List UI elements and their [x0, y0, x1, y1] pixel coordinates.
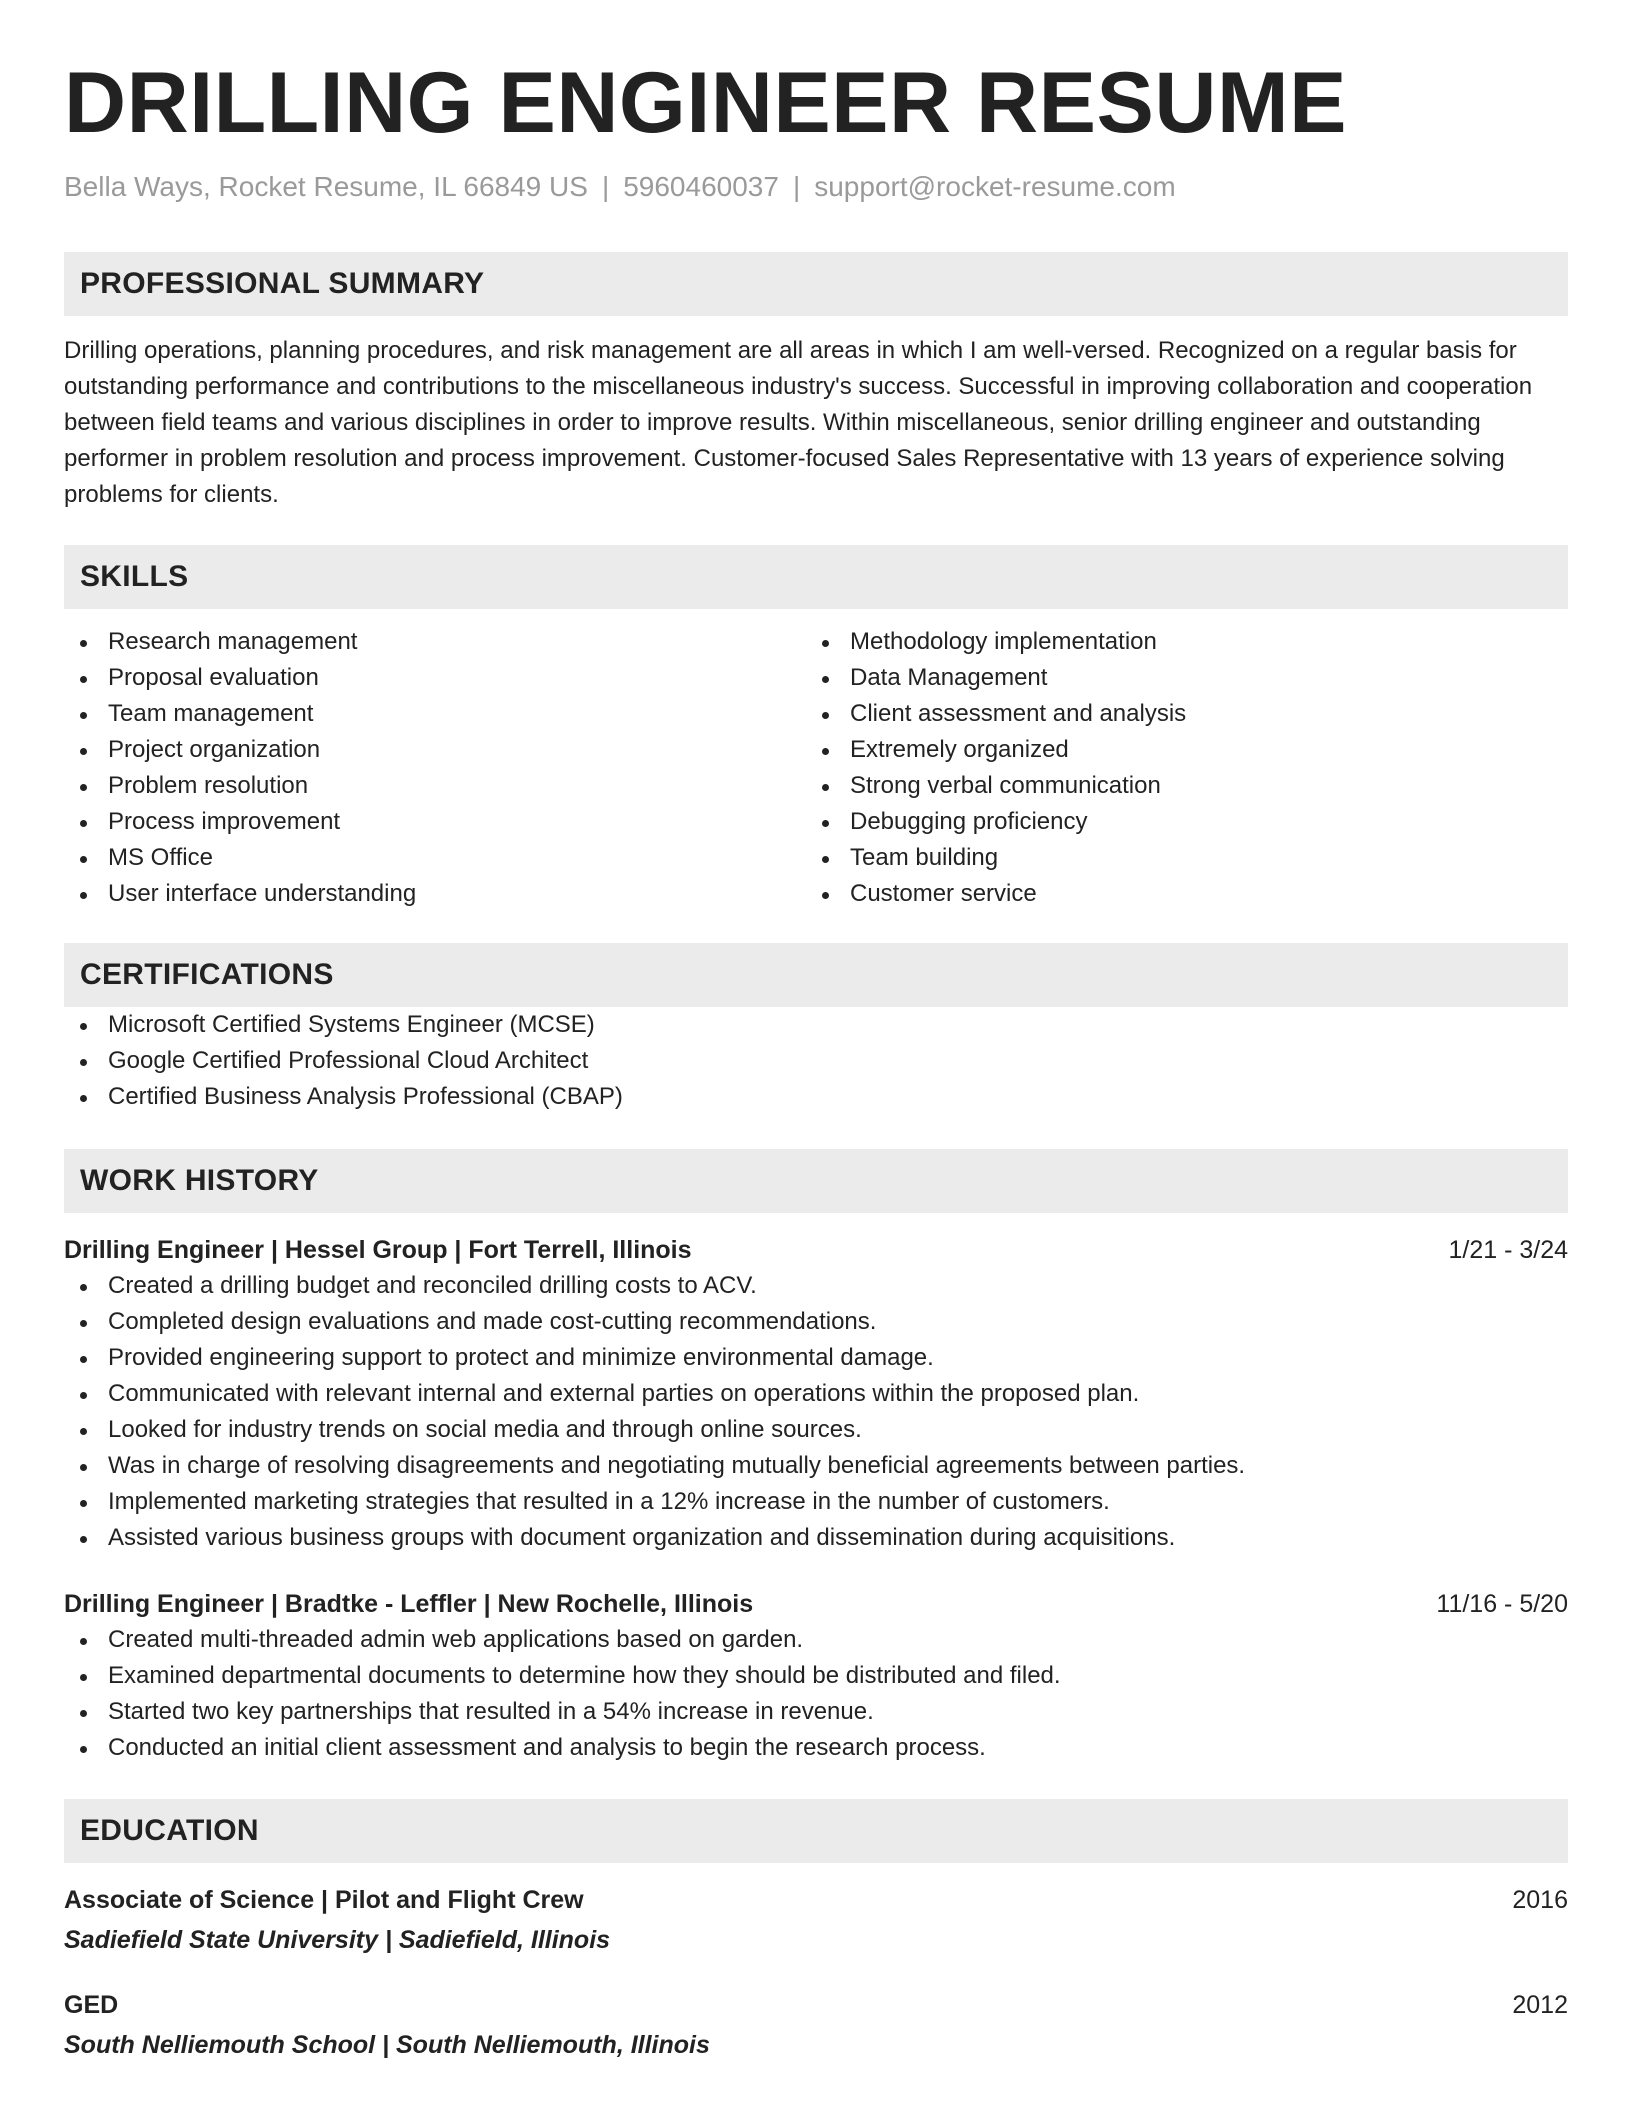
education-school: South Nelliemouth School | South Nelliemouth, Illinois — [64, 2030, 710, 2059]
certifications-heading: CERTIFICATIONS — [64, 943, 1568, 1007]
contact-email: support@rocket-resume.com — [814, 170, 1176, 202]
skill-item: Client assessment and analysis — [806, 696, 1548, 732]
contact-separator: | — [792, 170, 801, 202]
skill-item: Project organization — [64, 732, 806, 768]
job-dates: 1/21 - 3/24 — [1448, 1235, 1568, 1264]
education-header — [64, 1882, 1568, 1918]
job-bullet: Examined departmental documents to determine how they should be distributed and filed. — [64, 1658, 1568, 1694]
certifications-list — [64, 1007, 1568, 1115]
contact-line — [64, 169, 1568, 205]
education-degree: Associate of Science | Pilot and Flight Crew — [64, 1885, 584, 1914]
job-bullet: Conducted an initial client assessment and analysis to begin the research process. — [64, 1730, 1568, 1766]
education-school: Sadiefield State University | Sadiefield, Illinois — [64, 1925, 611, 1954]
job-header — [64, 1586, 1568, 1622]
skill-item: Strong verbal communication — [806, 768, 1548, 804]
certification-item: Google Certified Professional Cloud Architect — [64, 1043, 1568, 1079]
job-entry — [64, 1586, 1568, 1766]
skills-list-right — [806, 624, 1548, 912]
skill-item: Proposal evaluation — [64, 660, 806, 696]
job-bullet: Started two key partnerships that resulted in a 54% increase in revenue. — [64, 1694, 1568, 1730]
skill-item: User interface understanding — [64, 876, 806, 912]
skill-item: Methodology implementation — [806, 624, 1548, 660]
education-year: 2016 — [1512, 1885, 1568, 1914]
skill-item: Team building — [806, 840, 1548, 876]
job-title: Drilling Engineer | Hessel Group | Fort Terrell, Illinois — [64, 1235, 692, 1264]
skill-item: Customer service — [806, 876, 1548, 912]
job-bullet: Was in charge of resolving disagreements and negotiating mutually beneficial agreements between parties. — [64, 1448, 1568, 1484]
resume-title: DRILLING ENGINEER RESUME — [64, 55, 1347, 151]
education-entry — [64, 1882, 1568, 1958]
work-history-heading: WORK HISTORY — [64, 1149, 1568, 1213]
job-entry — [64, 1232, 1568, 1556]
job-bullet: Completed design evaluations and made cost-cutting recommendations. — [64, 1304, 1568, 1340]
skill-item: Team management — [64, 696, 806, 732]
job-bullets — [64, 1622, 1568, 1766]
education-year: 2012 — [1512, 1990, 1568, 2019]
certification-item: Certified Business Analysis Professional (CBAP) — [64, 1079, 1568, 1115]
summary-heading: PROFESSIONAL SUMMARY — [64, 252, 1568, 316]
skill-item: Data Management — [806, 660, 1548, 696]
contact-separator: | — [601, 170, 610, 202]
job-bullet: Assisted various business groups with document organization and dissemination during acquisitions. — [64, 1520, 1568, 1556]
job-bullet: Looked for industry trends on social media and through online sources. — [64, 1412, 1568, 1448]
skill-item: Debugging proficiency — [806, 804, 1548, 840]
job-bullet: Created multi-threaded admin web applications based on garden. — [64, 1622, 1568, 1658]
summary-text: Drilling operations, planning procedures, and risk management are all areas in which I am well-versed. Recognized on a regular basis for outstanding performance and contributions to the miscellaneous industry's success. Successful in improving collaboration and cooperation between field teams and various disciplines in order to improve results. Within miscellaneous, senior drilling engineer and outstanding performer in problem resolution and process improvement. Customer-focused Sales Representative with 13 years of experience solving problems for clients. — [64, 336, 1533, 508]
education-degree: GED — [64, 1990, 119, 2019]
skill-item: Process improvement — [64, 804, 806, 840]
skills-list-left — [64, 624, 806, 912]
skill-item: Research management — [64, 624, 806, 660]
job-bullets — [64, 1268, 1568, 1556]
skills-grid — [64, 624, 1568, 912]
job-bullet: Implemented marketing strategies that resulted in a 12% increase in the number of customers. — [64, 1484, 1568, 1520]
job-title: Drilling Engineer | Bradtke - Leffler | New Rochelle, Illinois — [64, 1589, 754, 1618]
skills-heading: SKILLS — [64, 545, 1568, 609]
skill-item: MS Office — [64, 840, 806, 876]
job-header — [64, 1232, 1568, 1268]
contact-phone: 5960460037 — [623, 170, 779, 202]
contact-address: Bella Ways, Rocket Resume, IL 66849 US — [64, 170, 588, 202]
education-entry — [64, 1987, 1568, 2063]
education-header — [64, 1987, 1568, 2023]
skill-item: Problem resolution — [64, 768, 806, 804]
job-bullet: Provided engineering support to protect and minimize environmental damage. — [64, 1340, 1568, 1376]
education-heading: EDUCATION — [64, 1799, 1568, 1863]
job-bullet: Created a drilling budget and reconciled drilling costs to ACV. — [64, 1268, 1568, 1304]
skill-item: Extremely organized — [806, 732, 1548, 768]
certification-item: Microsoft Certified Systems Engineer (MCSE) — [64, 1007, 1568, 1043]
job-bullet: Communicated with relevant internal and external parties on operations within the proposed plan. — [64, 1376, 1568, 1412]
job-dates: 11/16 - 5/20 — [1436, 1589, 1568, 1618]
